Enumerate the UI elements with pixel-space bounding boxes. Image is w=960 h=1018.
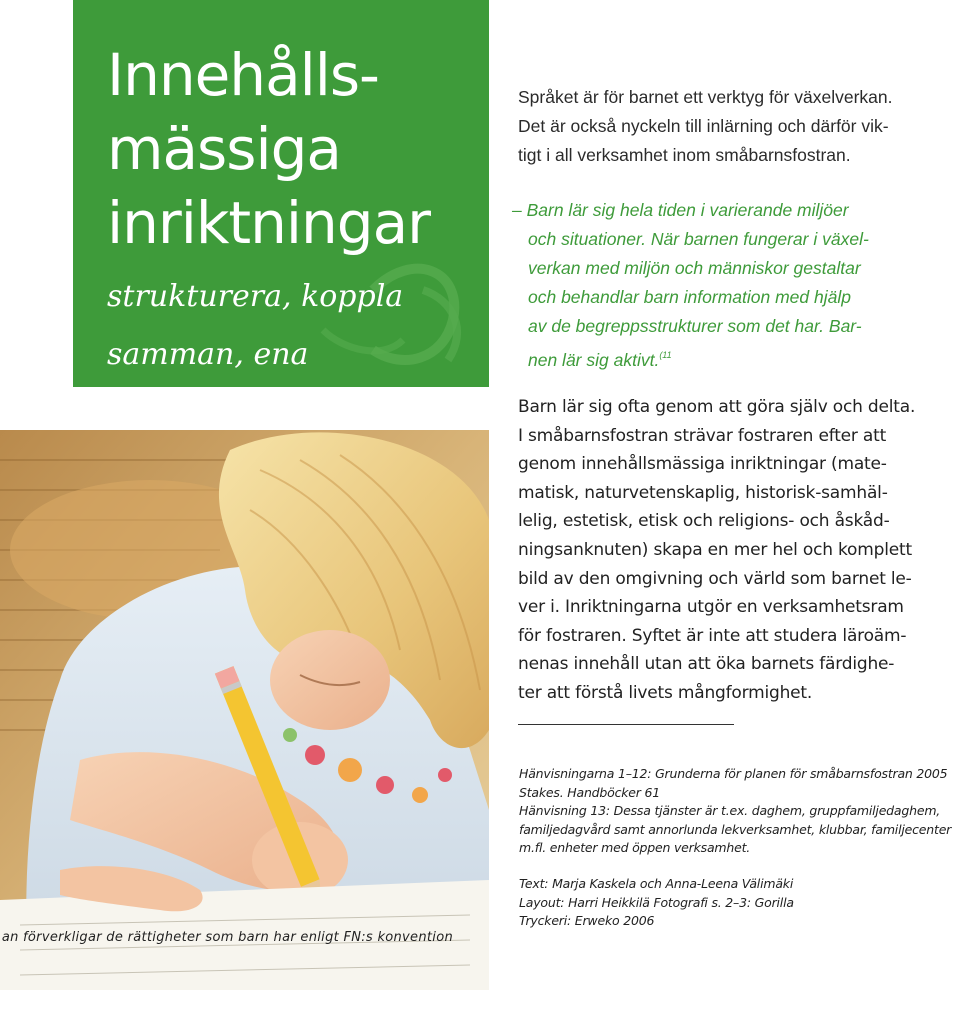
quote-line: av de begreppsstrukturer som det har. Bar- [528, 316, 862, 336]
intro-line: Språket är för barnet ett verktyg för växelverkan. [518, 87, 893, 107]
quote-line [512, 196, 952, 225]
reference-line: Hänvisningarna 1–12: Grunderna för planen för småbarnsfostran 2005 [519, 766, 948, 781]
body-line: matisk, naturvetenskaplig, historisk-samhäl- [518, 482, 888, 503]
intro-line: tigt i all verksamhet inom småbarnsfostran. [518, 145, 851, 165]
quote-block [512, 196, 952, 375]
body-line: bild av den omgivning och värld som barnet le- [518, 568, 912, 589]
credit-line: Layout: Harri Heikkilä Fotografi s. 2–3: Gorilla [519, 894, 794, 910]
title-line: Innehålls- [107, 41, 379, 109]
child-drawing-photo [0, 430, 489, 990]
page-subtitle [107, 268, 403, 384]
body-line: ver i. Inriktningarna utgör en verksamhetsram [518, 597, 904, 618]
credit-line: Tryckeri: Erweko 2006 [519, 913, 655, 928]
photo-caption-strip [0, 928, 489, 950]
credit-line: Text: Marja Kaskela och Anna-Leena Välimäki [519, 876, 794, 891]
body-line: nenas innehåll utan att öka barnets färdighe- [518, 654, 895, 675]
intro-paragraph [518, 83, 948, 170]
body-line: lelig, estetisk, etisk och religions- och åskåd- [518, 511, 890, 532]
photo-illustration [0, 430, 489, 990]
body-line: genom innehållsmässiga inriktningar (mate- [518, 454, 887, 475]
photo-caption: an förverkligar de rättigheter som barn har enligt FN:s konvention [1, 930, 453, 945]
title-panel [73, 0, 489, 387]
quote-line [512, 341, 952, 375]
body-line: Barn lär sig ofta genom att göra själv och delta. [518, 397, 916, 417]
subtitle-line: strukturera, koppla [107, 279, 404, 314]
credits [519, 875, 919, 931]
references [519, 765, 959, 858]
reference-line: Hänvisning 13: Dessa tjänster är t.ex. daghem, gruppfamiljedaghem, [519, 803, 941, 818]
body-paragraph [518, 393, 948, 708]
intro-line: Det är också nyckeln till inlärning och därför vik- [518, 116, 889, 136]
body-line: ningsanknuten) skapa en mer hel och komplett [518, 539, 912, 560]
quote-text: Barn lär sig hela tiden i varierande miljöer [526, 200, 849, 220]
footnote-mark: (11 [659, 350, 672, 360]
quote-line: och behandlar barn information med hjälp [528, 287, 851, 307]
body-line: ter att förstå livets mångformighet. [518, 682, 813, 703]
quote-text: nen lär sig aktivt. [528, 350, 660, 370]
page-title [107, 38, 430, 260]
reference-line: m.fl. enheter med öppen verksamhet. [519, 840, 751, 855]
reference-line: Stakes. Handböcker 61 [519, 784, 661, 800]
reference-line: familjedagvård samt annorlunda lekverksamhet, klubbar, familjecenter [519, 821, 952, 837]
title-line: mässiga [107, 115, 341, 183]
quote-line: och situationer. När barnen fungerar i växel- [528, 229, 869, 249]
body-line: för fostraren. Syftet är inte att studera läroäm- [518, 625, 907, 646]
divider [518, 724, 734, 725]
body-line: I småbarnsfostran strävar fostraren efter att [518, 425, 887, 446]
quote-line: verkan med miljön och människor gestaltar [528, 258, 861, 278]
quote-dash: – [512, 200, 522, 220]
title-line: inriktningar [107, 189, 431, 257]
subtitle-line: samman, ena [107, 337, 309, 372]
